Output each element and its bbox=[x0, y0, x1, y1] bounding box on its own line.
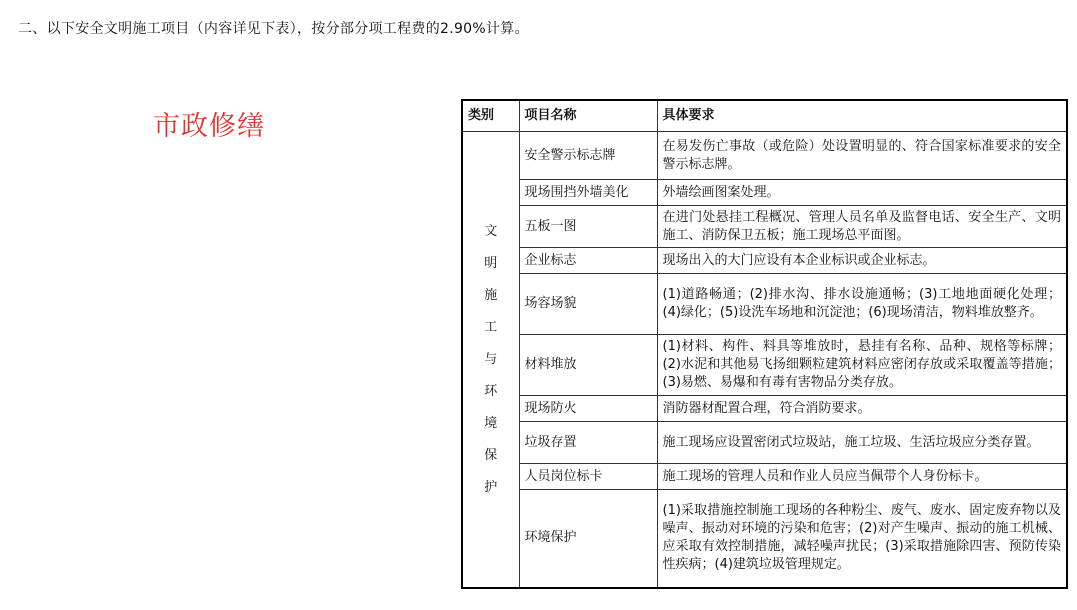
category-char: 保 bbox=[484, 447, 498, 463]
item-name: 五板一图 bbox=[519, 206, 657, 248]
item-requirement: (1)材料、构件、料具等堆放时，悬挂有名称、品种、规格等标牌；(2)水泥和其他易飞扬细颗粒建筑材料应密闭存放或采取覆盖等措施；(3)易燃、易爆和有毒有害物品分类存放。 bbox=[657, 335, 1067, 396]
table-row bbox=[462, 206, 1067, 248]
item-requirement: 在进门处悬挂工程概况、管理人员名单及监督电话、安全生产、文明施工、消防保卫五板；施工现场总平面图。 bbox=[657, 206, 1067, 248]
table-row bbox=[462, 335, 1067, 396]
table-row bbox=[462, 422, 1067, 464]
category-char: 与 bbox=[484, 351, 498, 367]
safety-civilization-table bbox=[461, 99, 1068, 589]
item-requirement: (1)采取措施控制施工现场的各种粉尘、废气、废水、固定废弃物以及噪声、振动对环境的污染和危害；(2)对产生噪声、振动的施工机械、应采取有效控制措施，减轻噪声扰民；(3)采取措施除四害、预防传染性疾病；(4)建筑垃圾管理规定。 bbox=[657, 490, 1067, 588]
table-row bbox=[462, 180, 1067, 206]
header-item-name: 项目名称 bbox=[519, 100, 657, 132]
item-name: 企业标志 bbox=[519, 248, 657, 274]
item-requirement: 消防器材配置合理，符合消防要求。 bbox=[657, 396, 1067, 422]
category-cell bbox=[462, 132, 519, 588]
header-requirements: 具体要求 bbox=[657, 100, 1067, 132]
red-title: 市政修缮 bbox=[153, 111, 265, 142]
section-heading: 二、以下安全文明施工项目（内容详见下表），按分部分项工程费的2.90%计算。 bbox=[18, 21, 529, 37]
table-row bbox=[462, 132, 1067, 180]
item-name: 现场围挡外墙美化 bbox=[519, 180, 657, 206]
table-row bbox=[462, 464, 1067, 490]
item-requirement: (1)道路畅通；(2)排水沟、排水设施通畅；(3)工地地面硬化处理；(4)绿化；(5)设洗车场地和沉淀池；(6)现场清洁，物料堆放整齐。 bbox=[657, 274, 1067, 335]
header-category: 类别 bbox=[462, 100, 519, 132]
category-char: 护 bbox=[484, 479, 498, 495]
item-name: 材料堆放 bbox=[519, 335, 657, 396]
category-char: 明 bbox=[484, 255, 498, 271]
item-requirement: 施工现场的管理人员和作业人员应当佩带个人身份标卡。 bbox=[657, 464, 1067, 490]
item-name: 人员岗位标卡 bbox=[519, 464, 657, 490]
item-name: 环境保护 bbox=[519, 490, 657, 588]
item-requirement: 现场出入的大门应设有本企业标识或企业标志。 bbox=[657, 248, 1067, 274]
item-requirement: 施工现场应设置密闭式垃圾站，施工垃圾、生活垃圾应分类存置。 bbox=[657, 422, 1067, 464]
category-char: 环 bbox=[484, 383, 498, 399]
table-row bbox=[462, 274, 1067, 335]
category-text bbox=[468, 222, 514, 497]
item-requirement: 在易发伤亡事故（或危险）处设置明显的、符合国家标准要求的安全警示标志牌。 bbox=[657, 132, 1067, 180]
table-header-row bbox=[462, 100, 1067, 132]
item-requirement: 外墙绘画图案处理。 bbox=[657, 180, 1067, 206]
category-char: 施 bbox=[484, 287, 498, 303]
item-name: 场容场貌 bbox=[519, 274, 657, 335]
item-name: 现场防火 bbox=[519, 396, 657, 422]
table-row bbox=[462, 396, 1067, 422]
category-char: 境 bbox=[484, 415, 498, 431]
table-row bbox=[462, 248, 1067, 274]
item-name: 安全警示标志牌 bbox=[519, 132, 657, 180]
item-name: 垃圾存置 bbox=[519, 422, 657, 464]
category-char: 文 bbox=[484, 223, 498, 239]
table-row bbox=[462, 490, 1067, 588]
category-char: 工 bbox=[484, 319, 498, 335]
